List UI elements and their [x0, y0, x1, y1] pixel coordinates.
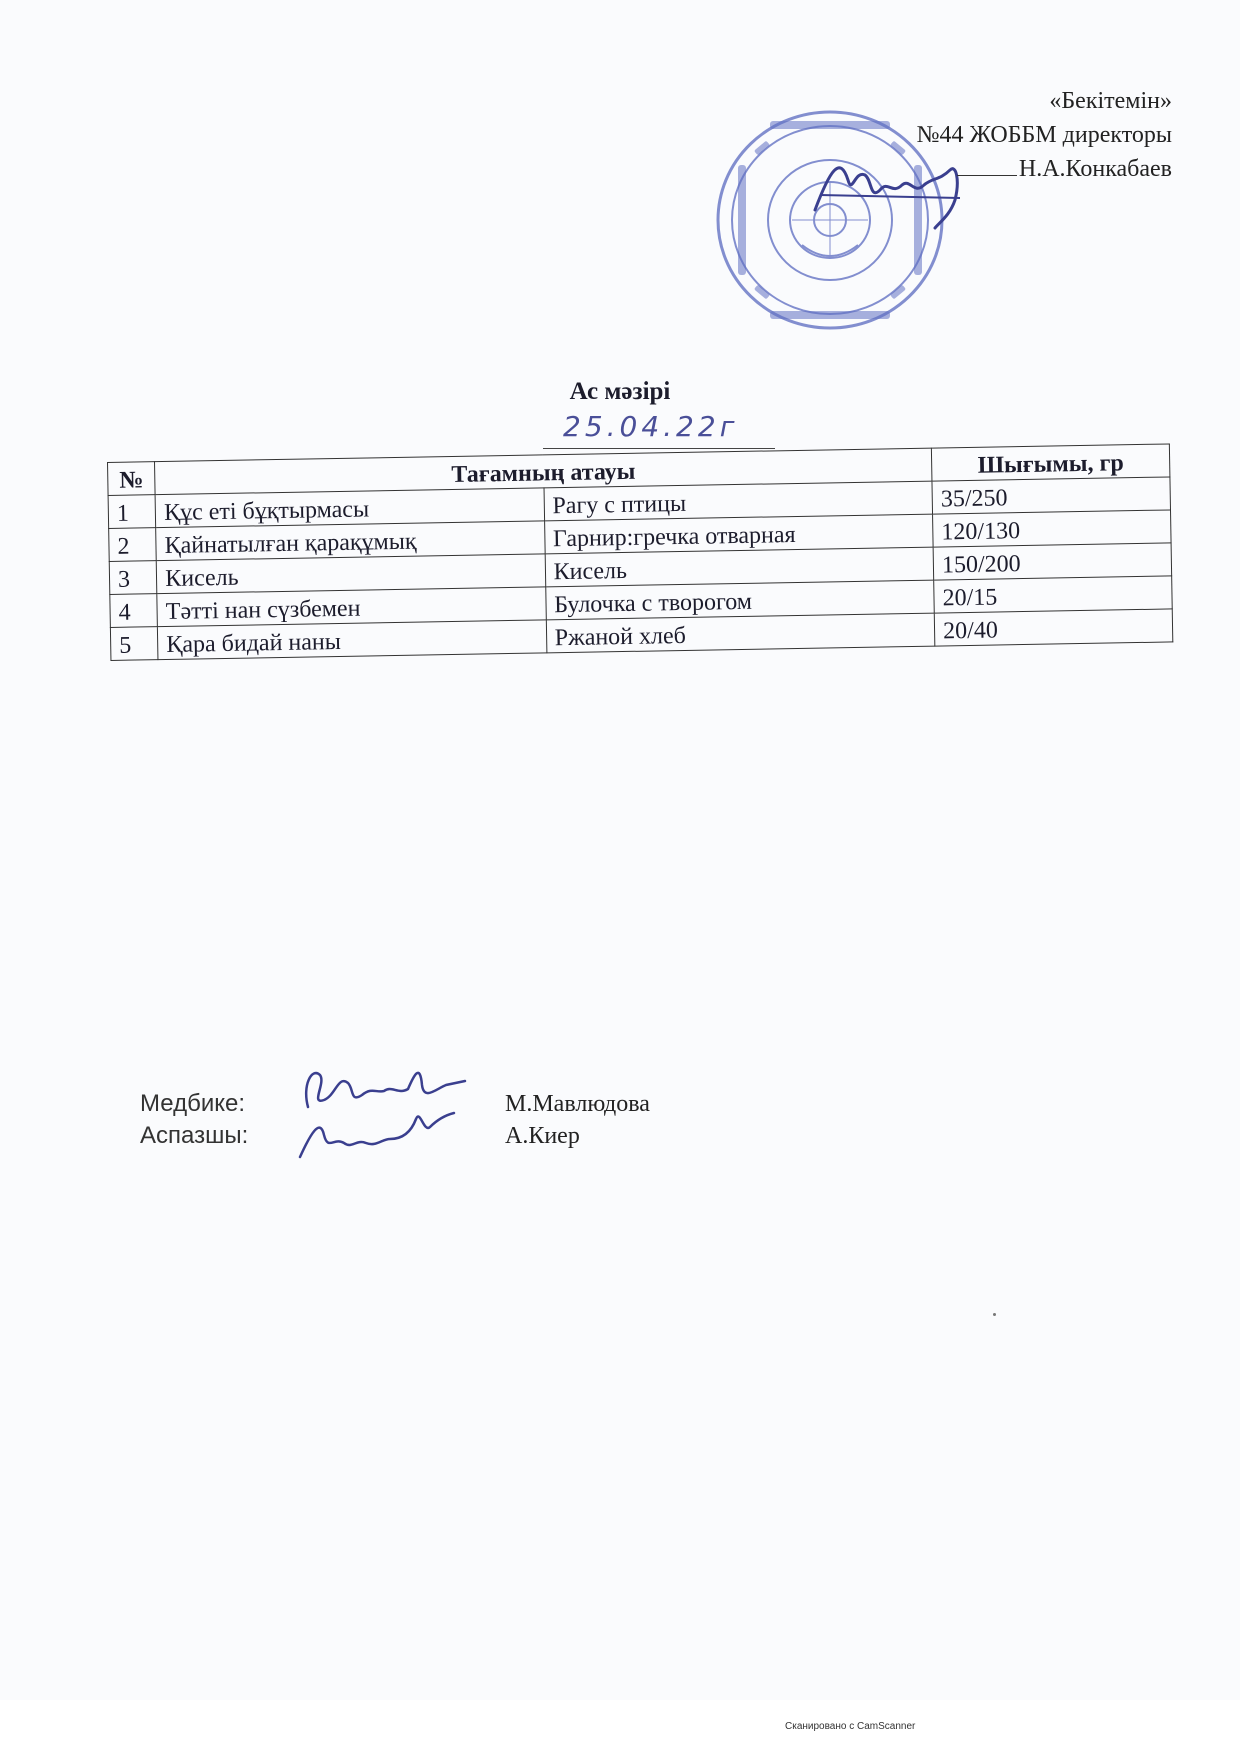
dish-yield: 35/250 — [932, 477, 1170, 514]
dish-name-ru: Булочка с творогом — [545, 580, 934, 620]
scanner-footer — [0, 1700, 1240, 1755]
dish-name-ru: Ржаной хлеб — [546, 613, 935, 653]
row-number: 3 — [109, 561, 157, 595]
signer-name: А.Киер — [505, 1123, 580, 1149]
dish-name-kz: Қайнатылған қарақұмық — [156, 521, 545, 561]
dish-yield: 20/40 — [934, 609, 1172, 646]
approval-signatory-line — [957, 152, 1172, 186]
page-title: Ас мәзірі — [569, 378, 671, 405]
date-text: 25.04.22г — [563, 410, 739, 443]
header-yield: Шығымы, гр — [931, 444, 1169, 481]
row-number: 2 — [109, 528, 157, 562]
signer-name: М.Мавлюдова — [505, 1091, 650, 1117]
scanner-footer-text: Сканировано с CamScanner — [785, 1721, 916, 1732]
header-dish-name: Тағамның атауы — [155, 448, 932, 495]
row-number: 1 — [108, 495, 156, 529]
dish-name-kz: Құс еті бұқтырмасы — [155, 488, 544, 528]
handwritten-date — [543, 408, 775, 448]
approval-position: №44 ЖОББМ директоры — [916, 122, 1172, 148]
dish-name-kz: Кисель — [156, 554, 545, 594]
signer-role: Медбике: — [140, 1090, 246, 1117]
signers-block — [140, 1088, 740, 1152]
dish-name-ru: Кисель — [545, 547, 934, 587]
dish-yield: 150/200 — [933, 543, 1171, 580]
signer-role: Аспазшы: — [140, 1122, 249, 1149]
director-name: Н.А.Конкабаев — [1018, 156, 1172, 182]
signer-row-nurse — [140, 1088, 740, 1120]
dish-name-ru: Рагу с птицы — [544, 481, 933, 521]
menu-table — [107, 443, 1173, 661]
dish-yield: 120/130 — [933, 510, 1171, 547]
signature-blank — [957, 175, 1017, 176]
header-number: № — [108, 462, 156, 496]
dish-name-ru: Гарнир:гречка отварная — [544, 514, 933, 554]
signer-row-cook — [140, 1120, 740, 1152]
approval-block — [917, 84, 1172, 186]
approval-heading: «Бекітемін» — [1049, 88, 1172, 114]
date-underline — [543, 448, 775, 449]
scan-speck — [993, 1313, 996, 1316]
dish-yield: 20/15 — [934, 576, 1172, 613]
row-number: 5 — [110, 627, 158, 661]
dish-name-kz: Қара бидай наны — [158, 620, 547, 660]
row-number: 4 — [110, 594, 158, 628]
dish-name-kz: Тәтті нан сүзбемен — [157, 587, 546, 627]
